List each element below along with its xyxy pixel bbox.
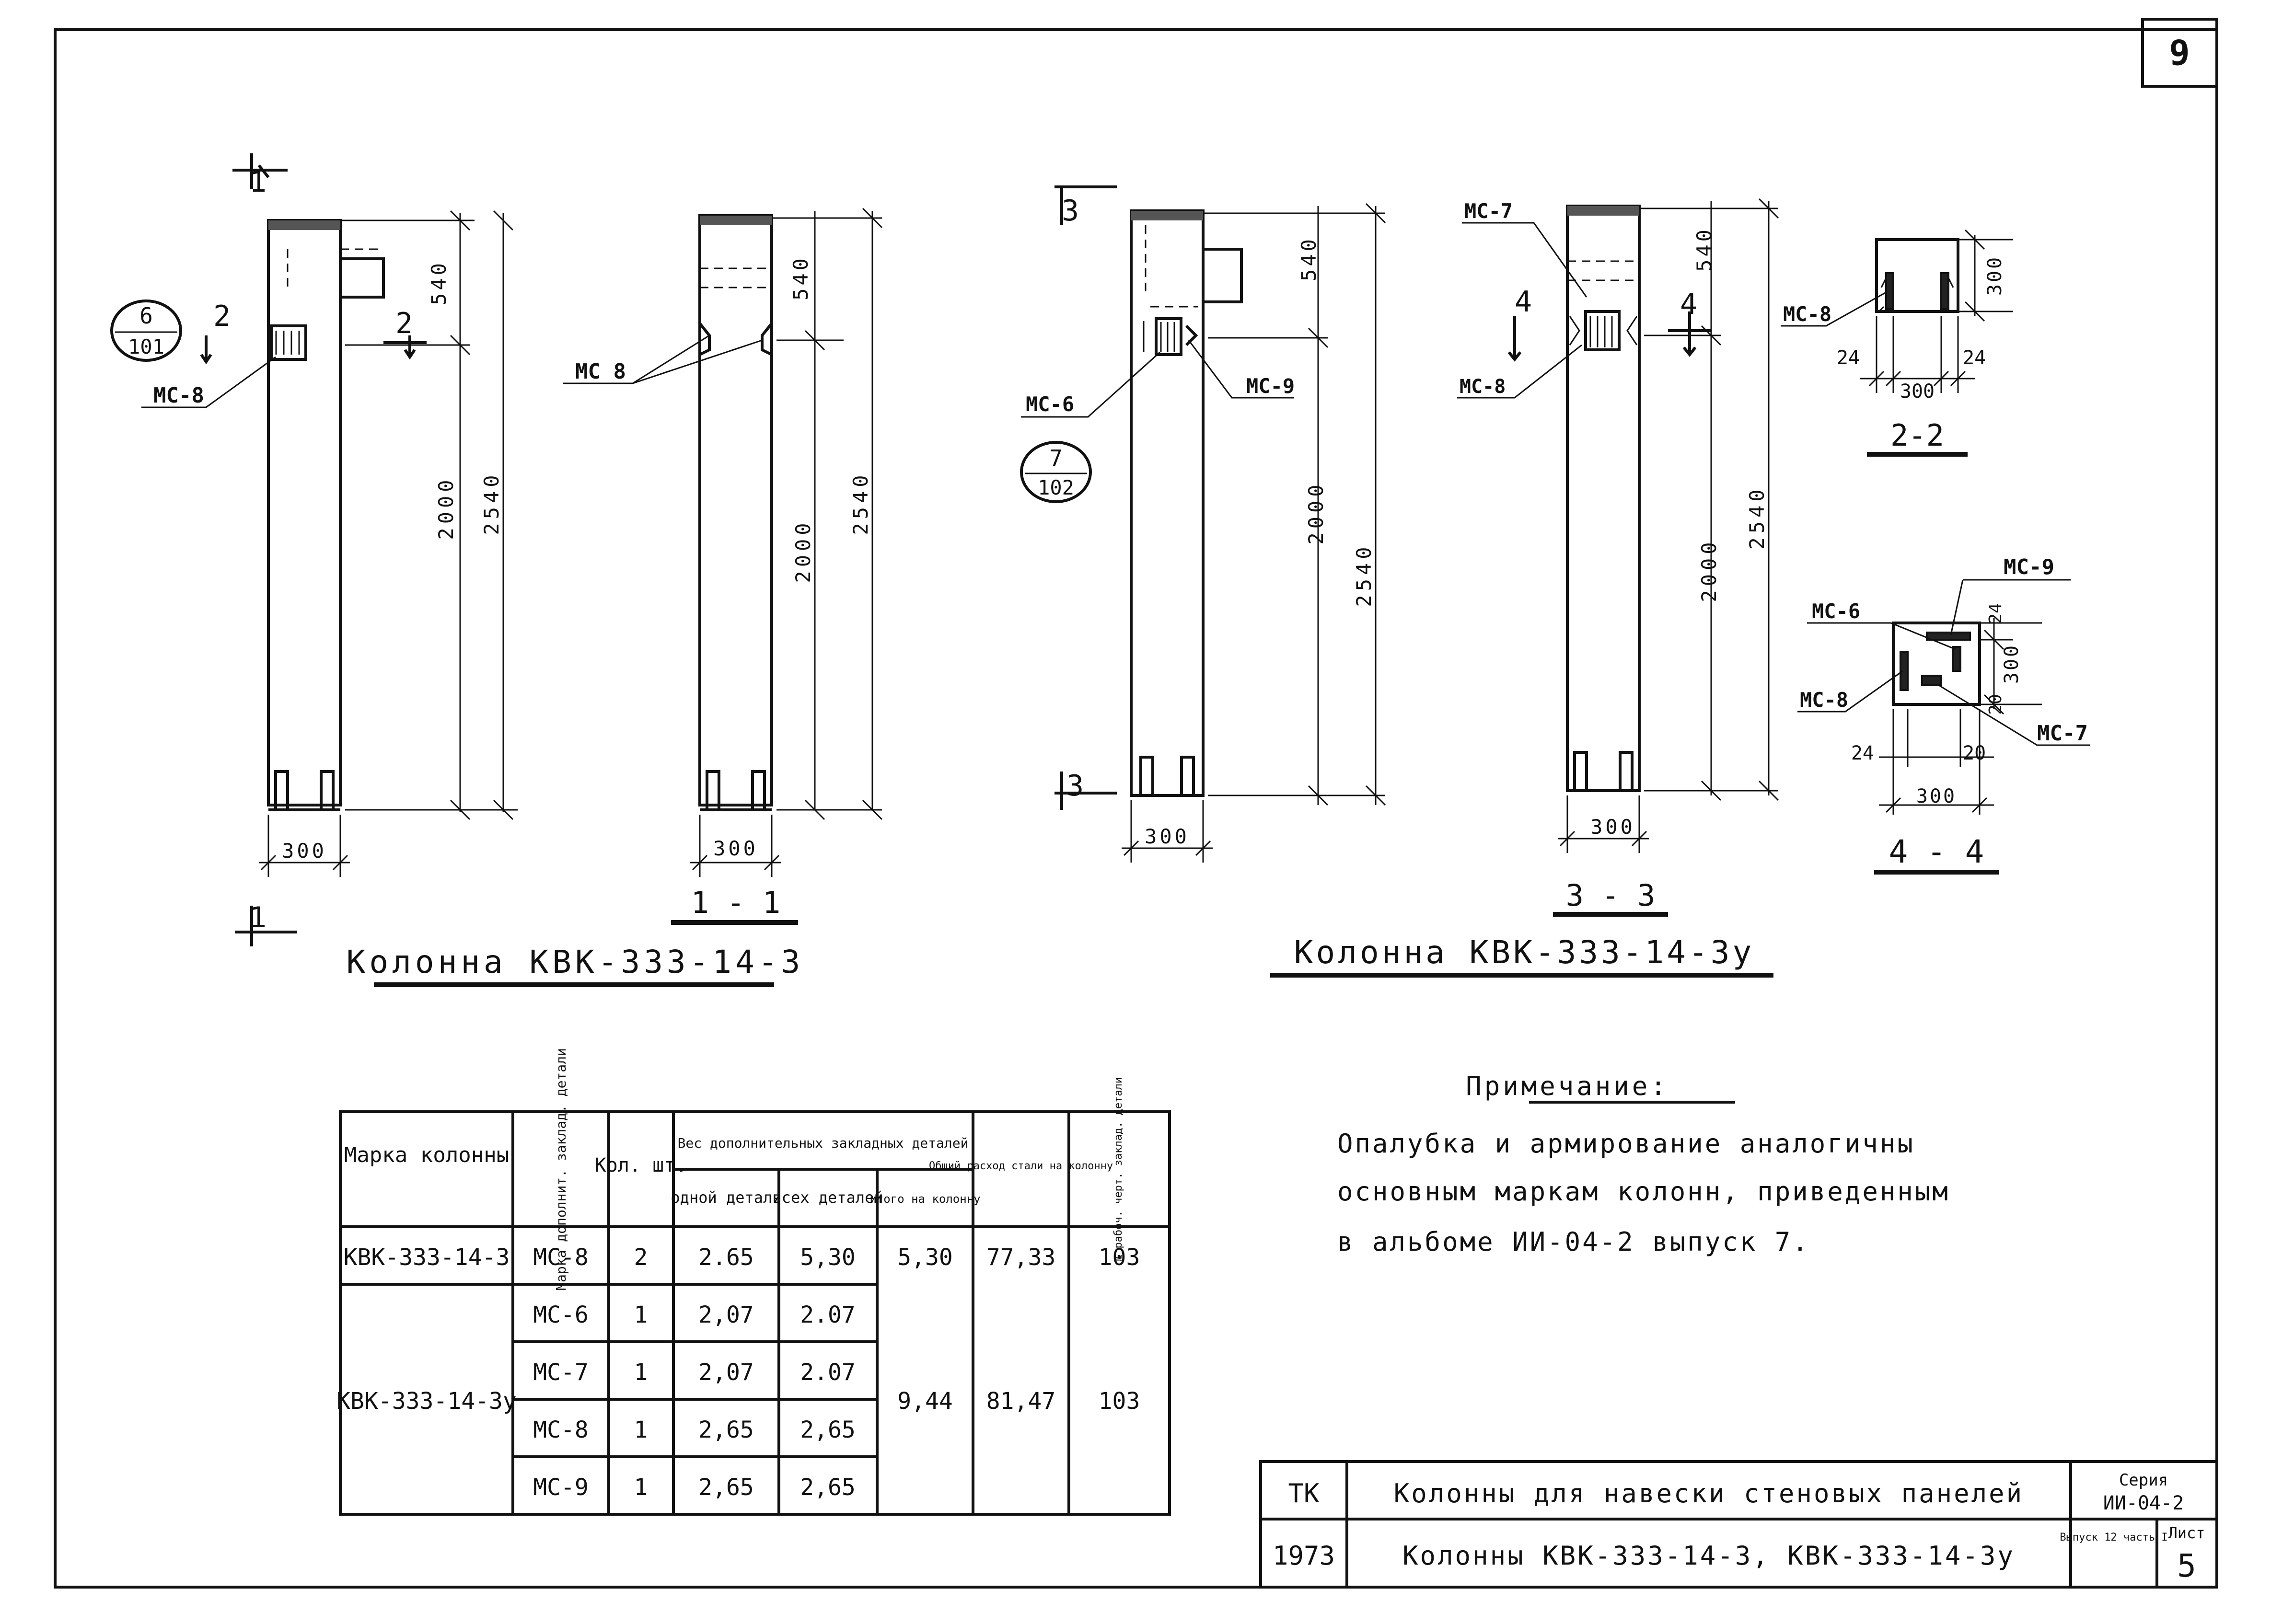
dim-lower: 2000 (434, 476, 458, 540)
section-1-1 (563, 208, 882, 922)
part-label: МС-8 (153, 383, 204, 408)
row2-drawing: 103 (1098, 1388, 1140, 1415)
dim-lower: 2000 (791, 519, 815, 583)
dim-width: 300 (713, 837, 758, 860)
note-line-2: основным маркам колонн, приведенным (1337, 1176, 1950, 1207)
series-label: Серия (2119, 1471, 2168, 1490)
dim-left: 24 (1836, 347, 1860, 369)
sheet-number: 9 (2169, 33, 2190, 73)
row4-part: МС-8 (533, 1417, 589, 1443)
row2-part: МС-6 (533, 1302, 589, 1328)
section-3-3 (1457, 199, 1778, 914)
row5-qty: 1 (634, 1474, 648, 1501)
header-drawing-no: № рабоч. черт. заклад. детали (1112, 1077, 1124, 1262)
dim-width: 300 (1145, 825, 1190, 848)
row1-part: МС-8 (533, 1244, 589, 1271)
row1-one: 2.65 (698, 1244, 754, 1271)
row3-part: МС-7 (533, 1359, 589, 1386)
dim-width: 300 (1590, 815, 1635, 839)
part-label-left: МС-6 (1026, 392, 1075, 416)
note-line-3: в альбоме ИИ-04-2 выпуск 7. (1337, 1227, 1810, 1257)
dim-top: 540 (789, 255, 812, 300)
header-mark: Марка колонны (344, 1143, 510, 1167)
dim-mid: 300 (1900, 380, 1935, 403)
header-weight-group: Вес дополнительных закладных деталей (677, 1135, 969, 1151)
cut-mark-bottom: 3 (1066, 769, 1084, 803)
year: 1973 (1272, 1541, 1335, 1571)
dim-top: 540 (1297, 236, 1321, 281)
sheet-label: Лист (2168, 1524, 2205, 1542)
dim-total: 2540 (1745, 485, 1769, 550)
header-one: одной детали (671, 1188, 782, 1207)
column-1-caption: Колонна КВК-333-14-3 (346, 944, 804, 980)
column-1-elevation (112, 153, 518, 946)
section-mark-2-left: 2 (213, 299, 231, 333)
row2-per-column: 9,44 (897, 1388, 953, 1415)
cut-mark-top: 3 (1062, 194, 1079, 228)
row3-qty: 1 (634, 1359, 648, 1386)
part-label-top: МС-7 (1464, 199, 1513, 223)
callout-bottom: 101 (128, 335, 164, 358)
part-label-right: МС-9 (1246, 374, 1295, 398)
issue-label: Выпуск 12 часть I (2060, 1532, 2168, 1543)
header-per-column: итого на колонну (869, 1192, 981, 1206)
dim-lower: 2000 (1304, 481, 1328, 545)
row2-all: 2.07 (800, 1302, 856, 1328)
sheet-title: Колонны для навески стеновых панелей (1393, 1478, 2024, 1509)
note-line-1: Опалубка и армирование аналогичны (1337, 1129, 1915, 1159)
dim-width: 300 (1916, 785, 1957, 807)
dim-top: 540 (427, 260, 451, 305)
section-2-2 (1781, 230, 2013, 454)
column-2-caption: Колонна КВК-333-14-3у (1294, 934, 1755, 971)
part-label: МС-8 (1783, 302, 1832, 326)
column-2-elevation (1021, 187, 1385, 863)
dim-24-bottom: 24 (1851, 742, 1874, 764)
row2-mark: КВК-333-14-3у (336, 1388, 517, 1415)
cut-mark-top: 1 (249, 165, 267, 199)
row3-one: 2,07 (698, 1359, 754, 1386)
row5-all: 2,65 (800, 1474, 856, 1501)
section-mark-2-right: 2 (395, 307, 413, 340)
section-label: 3 - 3 (1565, 878, 1656, 913)
row1-all: 5,30 (800, 1244, 856, 1271)
series-value: ИИ-04-2 (2103, 1492, 2184, 1514)
section-4-4 (1797, 555, 2090, 872)
part-label: МС 8 (575, 359, 626, 384)
part-label-bl: МС-8 (1800, 688, 1849, 712)
row2-one: 2,07 (698, 1302, 754, 1328)
spec-table (336, 1048, 1170, 1514)
sheet-value: 5 (2177, 1547, 2196, 1584)
row1-per-column: 5,30 (897, 1244, 953, 1271)
row3-all: 2.07 (800, 1359, 856, 1386)
row4-all: 2,65 (800, 1417, 856, 1443)
row1-mark: КВК-333-14-3 (343, 1244, 510, 1271)
row1-drawing: 103 (1098, 1244, 1140, 1271)
cut-mark-bottom: 1 (249, 901, 267, 934)
part-label-tl: МС-6 (1812, 599, 1861, 623)
row4-one: 2,65 (698, 1417, 754, 1443)
dim-total: 2540 (1352, 543, 1376, 607)
dim-total: 2540 (849, 471, 872, 535)
sheet-subtitle: Колонны КВК-333-14-3, КВК-333-14-3у (1402, 1541, 2015, 1571)
row1-qty: 2 (634, 1244, 648, 1271)
header-total-steel: Общий расход стали на колонну (928, 1160, 1113, 1172)
section-label: 2-2 (1890, 418, 1944, 453)
row2-qty: 1 (634, 1302, 648, 1328)
header-additional: Марка дополнит. заклад. детали (553, 1048, 569, 1290)
dim-24-top: 24 (1986, 603, 2005, 624)
dim-height: 300 (1984, 255, 2006, 296)
header-qty: Кол. шт. (594, 1154, 687, 1176)
header-all: всех деталей (772, 1188, 883, 1207)
row5-part: МС-9 (533, 1474, 589, 1501)
section-mark-4-left: 4 (1515, 285, 1532, 319)
dim-20-mid: 20 (1986, 694, 2005, 715)
dim-total: 2540 (480, 471, 503, 535)
callout-top: 6 (139, 303, 153, 329)
dim-300-height: 300 (2001, 643, 2023, 684)
section-label: 1 - 1 (691, 885, 781, 920)
row2-total: 81,47 (986, 1388, 1056, 1415)
dim-right: 24 (1963, 347, 1986, 369)
note-block (1337, 1071, 1950, 1257)
dim-20-bottom: 20 (1963, 742, 1986, 764)
row1-total: 77,33 (986, 1244, 1056, 1271)
callout-top: 7 (1049, 445, 1063, 471)
org: ТК (1288, 1478, 1320, 1509)
title-block (1261, 1462, 2217, 1587)
part-label-tr: МС-9 (2004, 555, 2054, 579)
dim-top: 540 (1692, 227, 1716, 272)
dim-width: 300 (282, 839, 327, 863)
section-mark-4-right: 4 (1680, 288, 1698, 321)
callout-bottom: 102 (1038, 476, 1074, 499)
row5-one: 2,65 (698, 1474, 754, 1501)
part-label-left: МС-8 (1460, 376, 1506, 398)
row4-qty: 1 (634, 1417, 648, 1443)
part-label-br: МС-7 (2037, 721, 2088, 746)
section-label: 4 - 4 (1889, 833, 1984, 870)
note-heading: Примечание: (1466, 1071, 1669, 1101)
dim-lower: 2000 (1697, 538, 1721, 602)
embedded-part-mc6 (1156, 319, 1181, 355)
